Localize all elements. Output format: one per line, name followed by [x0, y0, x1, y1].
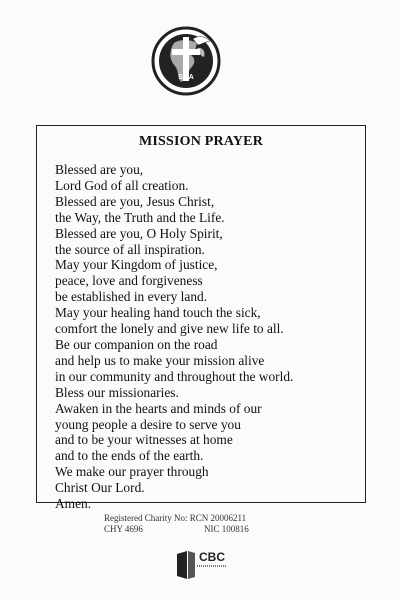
sma-logo-text: SMA	[178, 74, 194, 81]
prayer-line: Christ Our Lord.	[55, 480, 145, 496]
charity-codes-row	[104, 524, 249, 535]
prayer-line: Lord God of all creation.	[55, 177, 189, 193]
prayer-line: May your Kingdom of justice,	[55, 257, 218, 273]
prayer-line: Blessed are you, O Holy Spirit,	[55, 225, 223, 241]
prayer-line: May your healing hand touch the sick,	[55, 305, 261, 321]
prayer-line: Awaken in the hearts and minds of our	[55, 400, 262, 416]
prayer-line: Amen.	[55, 496, 92, 512]
prayer-title: MISSION PRAYER	[138, 134, 264, 149]
charity-info	[104, 513, 249, 535]
sma-logo	[150, 25, 222, 97]
prayer-line: be established in every land.	[55, 289, 208, 305]
registered-charity-number: Registered Charity No: RCN 20006211	[104, 513, 247, 523]
prayer-line: young people a desire to serve you	[55, 416, 241, 432]
prayer-line: peace, love and forgiveness	[55, 273, 203, 289]
prayer-line: Bless our missionaries.	[55, 384, 179, 400]
prayer-line: Be our companion on the road	[55, 336, 218, 352]
prayer-line: in our community and throughout the world.	[55, 368, 294, 384]
prayer-line: Blessed are you, Jesus Christ,	[55, 193, 215, 209]
prayer-line: comfort the lonely and give new life to all.	[55, 321, 284, 337]
prayer-line: Blessed are you,	[55, 162, 144, 177]
cbc-logo-subtext	[197, 565, 227, 567]
prayer-line: the source of all inspiration.	[55, 241, 205, 257]
mission-prayer-card	[36, 125, 366, 512]
prayer-line: the Way, the Truth and the Life.	[55, 209, 225, 225]
prayer-line: and to the ends of the earth.	[55, 448, 204, 464]
nic-number: NIC 100816	[204, 524, 249, 534]
prayer-line: and to be your witnesses at home	[55, 432, 233, 448]
prayer-line: and help us to make your mission alive	[55, 352, 265, 368]
prayer-text	[55, 162, 293, 512]
cbc-logo-text: CBC	[199, 550, 225, 564]
cbc-logo-icon	[175, 550, 197, 580]
chy-number: CHY 4696	[104, 524, 143, 534]
prayer-line: We make our prayer through	[55, 464, 209, 480]
